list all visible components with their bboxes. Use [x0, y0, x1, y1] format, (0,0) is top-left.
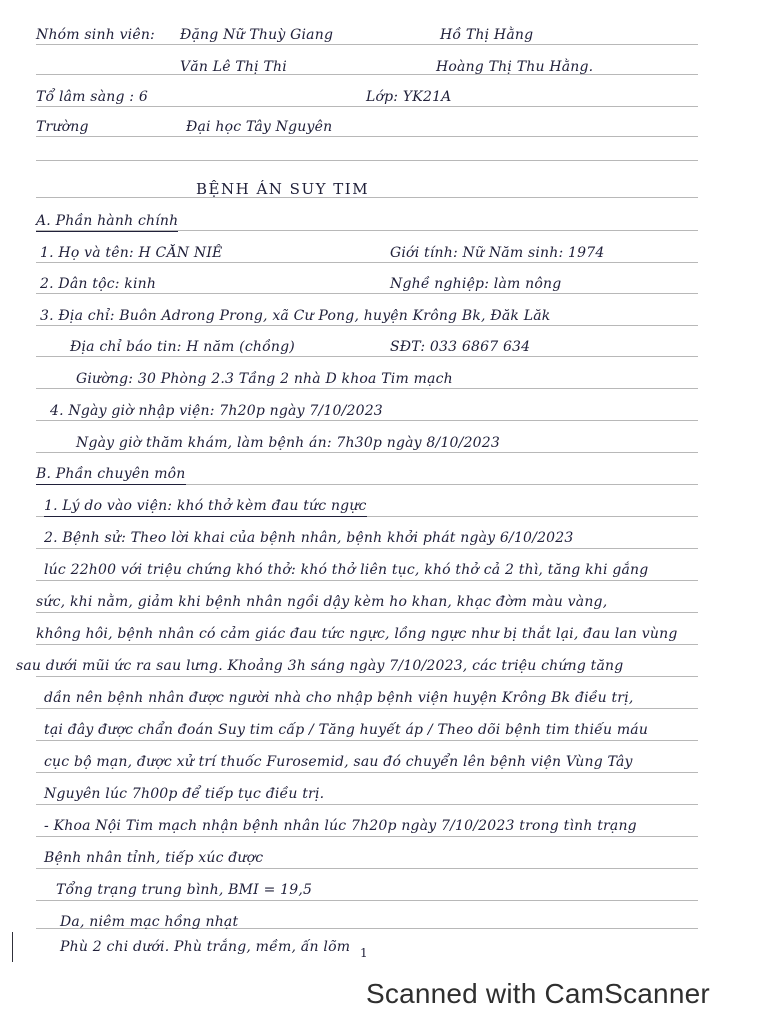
margin-mark: [12, 932, 13, 962]
exam-time-line: Ngày giờ thăm khám, làm bệnh án: 7h30p ngày 8/10/2023: [76, 435, 501, 451]
camscanner-watermark: Scanned with CamScanner: [366, 978, 710, 1009]
history-line: Da, niêm mạc hồng nhạt: [60, 914, 239, 930]
admission-time-line: 4. Ngày giờ nhập viện: 7h20p ngày 7/10/2023: [50, 403, 383, 419]
class-label: Lớp: YK21A: [366, 89, 452, 105]
history-line: Phù 2 chi dưới. Phù trắng, mềm, ấn lõm: [60, 939, 351, 955]
history-line: lúc 22h00 với triệu chứng khó thở: khó thở liên tục, khó thở cả 2 thì, tăng khi gắng: [44, 562, 649, 578]
history-line: sau dưới mũi ức ra sau lưng. Khoảng 3h sáng ngày 7/10/2023, các triệu chứng tăng: [16, 658, 624, 674]
ethnicity-line: 2. Dân tộc: kinh: [40, 276, 157, 292]
group-label: Nhóm sinh viên:: [36, 27, 155, 43]
clinic-group-label: Tổ lâm sàng : 6: [36, 89, 148, 105]
occupation-line: Nghề nghiệp: làm nông: [390, 276, 562, 292]
history-line: 2. Bệnh sử: Theo lời khai của bệnh nhân, bệnh khởi phát ngày 6/10/2023: [44, 530, 574, 546]
page-title: BỆNH ÁN SUY TIM: [196, 180, 370, 198]
history-line: Nguyên lúc 7h00p để tiếp tục điều trị.: [44, 786, 325, 802]
history-line: sức, khi nằm, giảm khi bệnh nhân ngồi dậy kèm ho khan, khạc đờm màu vàng,: [36, 594, 608, 610]
history-line: tại đây được chẩn đoán Suy tim cấp / Tăng huyết áp / Theo dõi bệnh tim thiếu máu: [44, 722, 649, 738]
section-b-heading: B. Phần chuyên môn: [36, 465, 186, 485]
student-name-2: Hồ Thị Hằng: [440, 27, 534, 43]
history-line: - Khoa Nội Tim mạch nhận bệnh nhân lúc 7h20p ngày 7/10/2023 trong tình trạng: [44, 818, 637, 834]
history-line: dần nên bệnh nhân được người nhà cho nhập bệnh viện huyện Krông Bk điều trị,: [44, 690, 634, 706]
section-a-heading: A. Phần hành chính: [36, 212, 178, 232]
contact-address-line: Địa chỉ báo tin: H năm (chồng): [70, 339, 295, 355]
history-line: Bệnh nhân tỉnh, tiếp xúc được: [44, 850, 264, 866]
student-name-4: Hoàng Thị Thu Hằng.: [436, 59, 594, 75]
history-line: không hôi, bệnh nhân có cảm giác đau tức ngực, lồng ngực như bị thắt lại, đau lan vùng: [36, 626, 678, 642]
patient-name-line: 1. Họ và tên: H CĂN NIÊ: [40, 245, 223, 261]
school-label: Trường: [36, 119, 89, 135]
bed-room-line: Giường: 30 Phòng 2.3 Tầng 2 nhà D khoa Tim mạch: [76, 371, 453, 387]
student-name-3: Văn Lê Thị Thi: [180, 59, 287, 75]
page-number: 1: [360, 946, 368, 960]
admission-reason-line: 1. Lý do vào viện: khó thở kèm đau tức ngực: [44, 497, 367, 517]
sex-birthyear-line: Giới tính: Nữ Năm sinh: 1974: [390, 245, 605, 261]
student-name-1: Đặng Nữ Thuỳ Giang: [180, 27, 334, 43]
history-line: Tổng trạng trung bình, BMI = 19,5: [56, 882, 313, 898]
phone-line: SĐT: 033 6867 634: [390, 339, 531, 355]
history-line: cục bộ mạn, được xử trí thuốc Furosemid, sau đó chuyển lên bệnh viện Vùng Tây: [44, 754, 633, 770]
address-line: 3. Địa chỉ: Buôn Adrong Prong, xã Cư Pong, huyện Krông Bk, Đăk Lăk: [40, 308, 551, 324]
school-name: Đại học Tây Nguyên: [186, 119, 333, 135]
